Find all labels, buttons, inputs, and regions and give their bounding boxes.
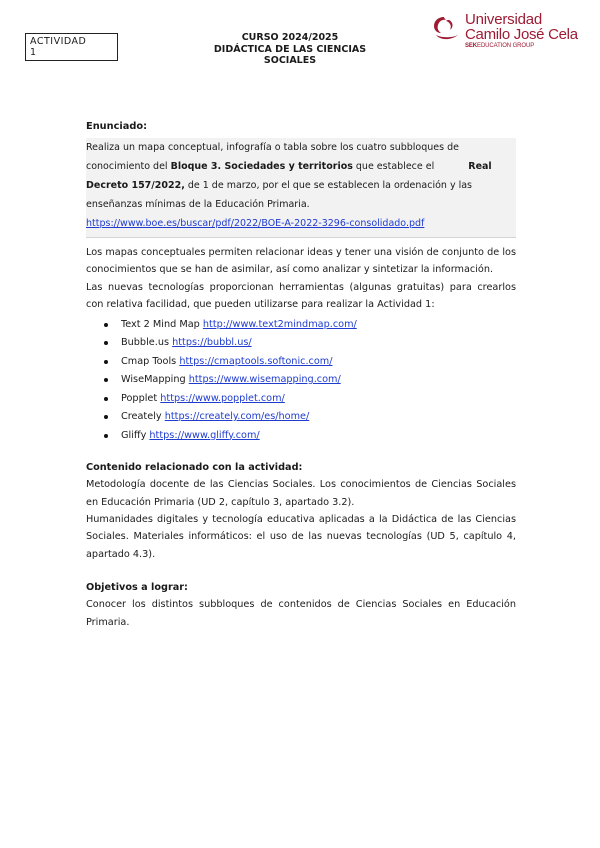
tool-link[interactable]: https://www.popplet.com/ [160, 392, 285, 404]
tool-name: Popplet [121, 392, 158, 404]
list-item [104, 334, 516, 353]
university-logo-icon [430, 13, 462, 43]
list-item [104, 427, 516, 446]
university-logo [430, 12, 580, 58]
list-item [104, 316, 516, 335]
objetivos-paragraph: Conocer los distintos subbloques de contenidos de Ciencias Sociales en Educación Primaria. [86, 599, 516, 628]
tool-link[interactable]: https://creately.com/es/home/ [164, 411, 310, 423]
list-item [104, 408, 516, 427]
logo-university-word: Universidad [465, 11, 543, 28]
logo-group-rest: EDUCATION GROUP [477, 43, 535, 49]
course-subject-line1: DIDÁCTICA DE LAS CIENCIAS [213, 43, 367, 55]
logo-group-sek: SEK [465, 43, 478, 49]
activity-label: ACTIVIDAD [30, 36, 87, 47]
contenido-heading: Contenido relacionado con la actividad: [86, 462, 303, 474]
tool-link[interactable]: https://bubbl.us/ [172, 337, 252, 349]
list-item [104, 390, 516, 409]
intro-paragraph-1: Los mapas conceptuales permiten relacionar ideas y tener una visión de conjunto de los conocimientos que se han de asimilar, así como analizar y sintetizar la información. [86, 247, 516, 276]
document-body [86, 120, 516, 631]
course-year: CURSO 2024/2025 [241, 32, 339, 43]
list-item [104, 353, 516, 372]
tool-name: Creately [121, 411, 162, 423]
tool-name: WiseMapping [121, 374, 186, 386]
tool-name: Cmap Tools [121, 355, 177, 367]
activity-label-box [25, 33, 118, 61]
objetivos-heading: Objetivos a lograr: [86, 582, 188, 594]
activity-number: 1 [30, 47, 37, 58]
logo-group-name [465, 42, 578, 50]
enunciado-text-3: de 1 de marzo, por el que se establecen la ordenación y las enseñanzas mínimas de la Educación Primaria. [86, 180, 473, 210]
enunciado-text-1: Realiza un mapa conceptual, infografía o tabla sobre los cuatro subbloques de conocimiento del [86, 142, 459, 172]
tool-name: Gliffy [121, 429, 147, 441]
tool-link[interactable]: https://www.gliffy.com/ [149, 429, 260, 441]
contenido-paragraph-1: Metodología docente de las Ciencias Sociales. Los conocimientos de Ciencias Sociales en Educación Primaria (UD 2, capítulo 3, apartado 3.2). [86, 479, 516, 508]
enunciado-heading: Enunciado: [86, 121, 148, 132]
course-title [180, 32, 400, 67]
enunciado-text-2: que establece el [352, 161, 435, 172]
enunciado-box [86, 138, 516, 238]
course-subject-line2: SOCIALES [263, 55, 317, 66]
tool-name: Text 2 Mind Map [121, 318, 200, 330]
tool-link[interactable]: https://www.wisemapping.com/ [188, 374, 341, 386]
enunciado-decreto: Real Decreto 157/2022, [86, 161, 492, 191]
tool-link[interactable]: https://cmaptools.softonic.com/ [179, 355, 333, 367]
tools-list [104, 316, 516, 446]
list-item [104, 371, 516, 390]
tool-link[interactable]: http://www.text2mindmap.com/ [202, 318, 357, 330]
tool-name: Bubble.us [121, 337, 170, 349]
contenido-paragraph-2: Humanidades digitales y tecnología educativa aplicadas a la Didáctica de las Ciencias Sociales. Materiales informáticos: el uso de las nuevas tecnologías (UD 5, capítulo 4, apartado 4.3). [86, 513, 516, 560]
logo-university-name: Camilo José Cela [465, 26, 578, 43]
boe-link[interactable]: https://www.boe.es/buscar/pdf/2022/BOE-A-2022-3296-consolidado.pdf [86, 218, 425, 229]
enunciado-bloque: Bloque 3. Sociedades y territorios [170, 161, 353, 172]
intro-paragraph-2: Las nuevas tecnologías proporcionan herramientas (algunas gratuitas) para crearlos con relativa facilidad, que pueden utilizarse para realizar la Actividad 1: [86, 281, 516, 311]
